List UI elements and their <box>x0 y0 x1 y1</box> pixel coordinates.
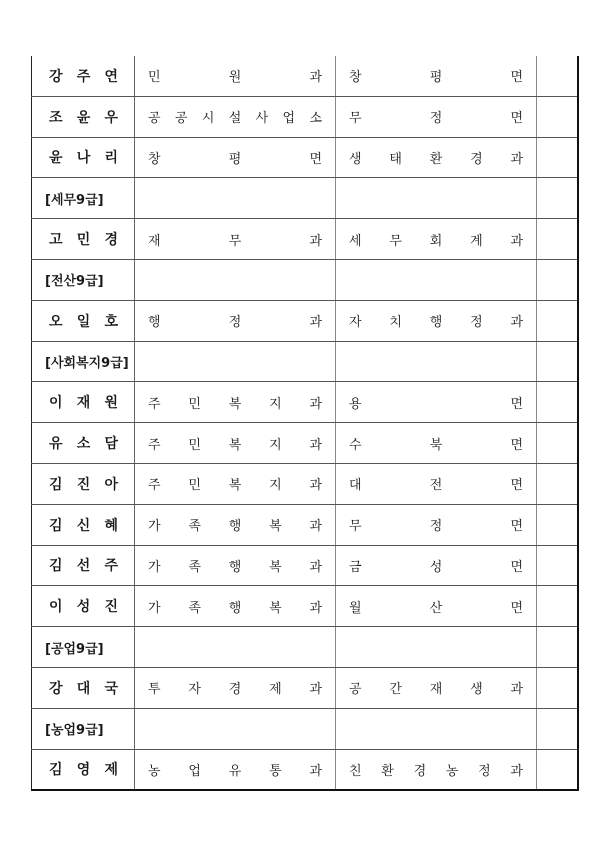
empty-cell <box>336 708 537 749</box>
current-department: 민 원 과 <box>148 70 322 86</box>
group-header-row <box>32 178 579 219</box>
current-department: 투 자 경 제 과 <box>148 682 322 698</box>
note-cell <box>537 259 579 300</box>
new-department: 생 태 환 경 과 <box>349 151 523 167</box>
group-header-row <box>32 259 579 300</box>
group-header-row <box>32 627 579 668</box>
current-department: 가 족 행 복 과 <box>148 600 322 616</box>
note-cell <box>537 300 579 341</box>
employee-name: 강 대 국 <box>49 680 118 697</box>
personnel-table <box>31 56 579 791</box>
note-cell <box>537 56 579 96</box>
new-department: 용 면 <box>349 396 523 412</box>
personnel-table-body <box>32 56 579 790</box>
table-row <box>32 749 579 790</box>
empty-cell <box>135 178 336 219</box>
note-cell <box>537 504 579 545</box>
group-label: [농업9급] <box>45 723 104 739</box>
note-cell <box>537 545 579 586</box>
empty-cell <box>336 627 537 668</box>
current-department: 주 민 복 지 과 <box>148 478 322 494</box>
employee-name: 고 민 경 <box>49 232 118 249</box>
empty-cell <box>135 259 336 300</box>
employee-name: 이 성 진 <box>49 599 118 616</box>
new-department: 자 치 행 정 과 <box>349 315 523 331</box>
note-cell <box>537 96 579 137</box>
group-header-row <box>32 341 579 382</box>
current-department: 공 공 시 설 사 업 소 <box>148 111 322 127</box>
table-row <box>32 137 579 178</box>
current-department: 가 족 행 복 과 <box>148 519 322 535</box>
empty-cell <box>336 178 537 219</box>
empty-cell <box>336 341 537 382</box>
note-cell <box>537 708 579 749</box>
note-cell <box>537 219 579 260</box>
employee-name: 오 일 호 <box>49 313 118 330</box>
new-department: 세 무 회 계 과 <box>349 233 523 249</box>
table-row <box>32 300 579 341</box>
new-department: 친 환 경 농 정 과 <box>349 763 523 779</box>
note-cell <box>537 667 579 708</box>
group-label: [공업9급] <box>45 641 104 657</box>
group-label: [사회복지9급] <box>45 355 129 371</box>
new-department: 무 정 면 <box>349 519 523 535</box>
note-cell <box>537 341 579 382</box>
current-department: 가 족 행 복 과 <box>148 559 322 575</box>
employee-name: 조 윤 우 <box>49 109 118 126</box>
employee-name: 김 선 주 <box>49 558 118 575</box>
note-cell <box>537 178 579 219</box>
note-cell <box>537 463 579 504</box>
note-cell <box>537 423 579 464</box>
table-row <box>32 504 579 545</box>
employee-name: 김 신 혜 <box>49 517 118 534</box>
table-row <box>32 667 579 708</box>
employee-name: 윤 나 리 <box>49 150 118 167</box>
table-row <box>32 56 579 96</box>
employee-name: 김 영 제 <box>49 762 118 779</box>
employee-name: 강 주 연 <box>49 68 118 85</box>
note-cell <box>537 586 579 627</box>
current-department: 행 정 과 <box>148 315 322 331</box>
empty-cell <box>336 259 537 300</box>
table-row <box>32 586 579 627</box>
group-label: [전산9급] <box>45 274 104 290</box>
new-department: 금 성 면 <box>349 559 523 575</box>
new-department: 대 전 면 <box>349 478 523 494</box>
new-department: 무 정 면 <box>349 111 523 127</box>
current-department: 주 민 복 지 과 <box>148 437 322 453</box>
note-cell <box>537 749 579 790</box>
empty-cell <box>135 708 336 749</box>
table-row <box>32 96 579 137</box>
new-department: 공 간 재 생 과 <box>349 682 523 698</box>
empty-cell <box>135 627 336 668</box>
new-department: 창 평 면 <box>349 70 523 86</box>
table-row <box>32 463 579 504</box>
employee-name: 김 진 아 <box>49 476 118 493</box>
current-department: 재 무 과 <box>148 233 322 249</box>
current-department: 창 평 면 <box>148 151 322 167</box>
new-department: 월 산 면 <box>349 600 523 616</box>
current-department: 농 업 유 통 과 <box>148 763 322 779</box>
table-row <box>32 545 579 586</box>
note-cell <box>537 627 579 668</box>
employee-name: 유 소 담 <box>49 436 118 453</box>
note-cell <box>537 137 579 178</box>
empty-cell <box>135 341 336 382</box>
group-label: [세무9급] <box>45 192 104 208</box>
note-cell <box>537 382 579 423</box>
employee-name: 이 재 원 <box>49 395 118 412</box>
current-department: 주 민 복 지 과 <box>148 396 322 412</box>
table-row <box>32 423 579 464</box>
table-row <box>32 382 579 423</box>
table-row <box>32 219 579 260</box>
group-header-row <box>32 708 579 749</box>
new-department: 수 북 면 <box>349 437 523 453</box>
